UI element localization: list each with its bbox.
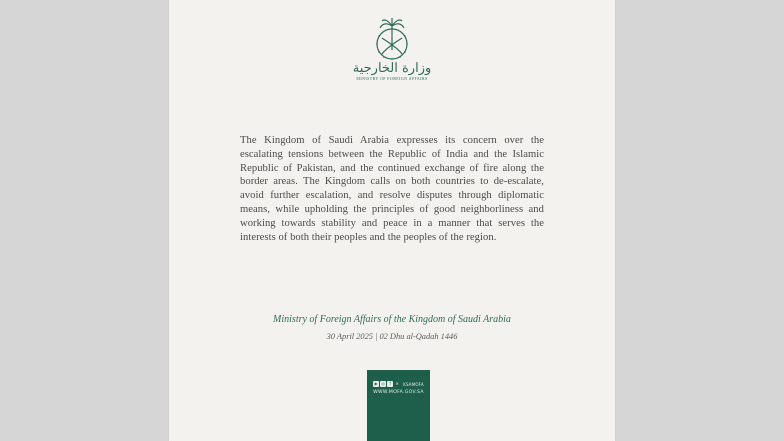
youtube-icon[interactable]: ▶ [374,381,378,386]
x-icon[interactable]: ✕ [395,381,399,386]
instagram-icon[interactable]: ◎ [381,381,385,386]
website-link[interactable]: WWW.MOFA.GOV.SA [373,390,424,395]
palm-and-swords-emblem-icon [362,16,422,64]
ministry-name-english: MINISTRY OF FOREIGN AFFAIRS [356,76,428,81]
issuer-signature: Ministry of Foreign Affairs of the Kingdom of Saudi Arabia [273,314,511,325]
footer-badge [367,370,430,441]
statement-body: The Kingdom of Saudi Arabia expresses its concern over the escalating tensions between the Republic of India and the Islamic Republic of Pakistan, and the continued exchange of fire along the border areas. The Kingdom calls on both countries to de-escalate, avoid further escalation, and resolve disputes through diplomatic means, while upholding the principles of good neighborliness and working towards stability and peace in a manner that serves the interests of both their peoples and the peoples of the region. [240,135,544,243]
facebook-icon[interactable]: f [387,381,393,387]
social-handle[interactable]: KSAMOFA [403,381,424,387]
statement-page [169,0,615,441]
statement-date: 30 April 2025 | 02 Dhu al-Qadah 1446 [326,332,458,341]
ministry-name-arabic: وزارة الخارجية [352,61,432,76]
social-links [367,380,430,388]
